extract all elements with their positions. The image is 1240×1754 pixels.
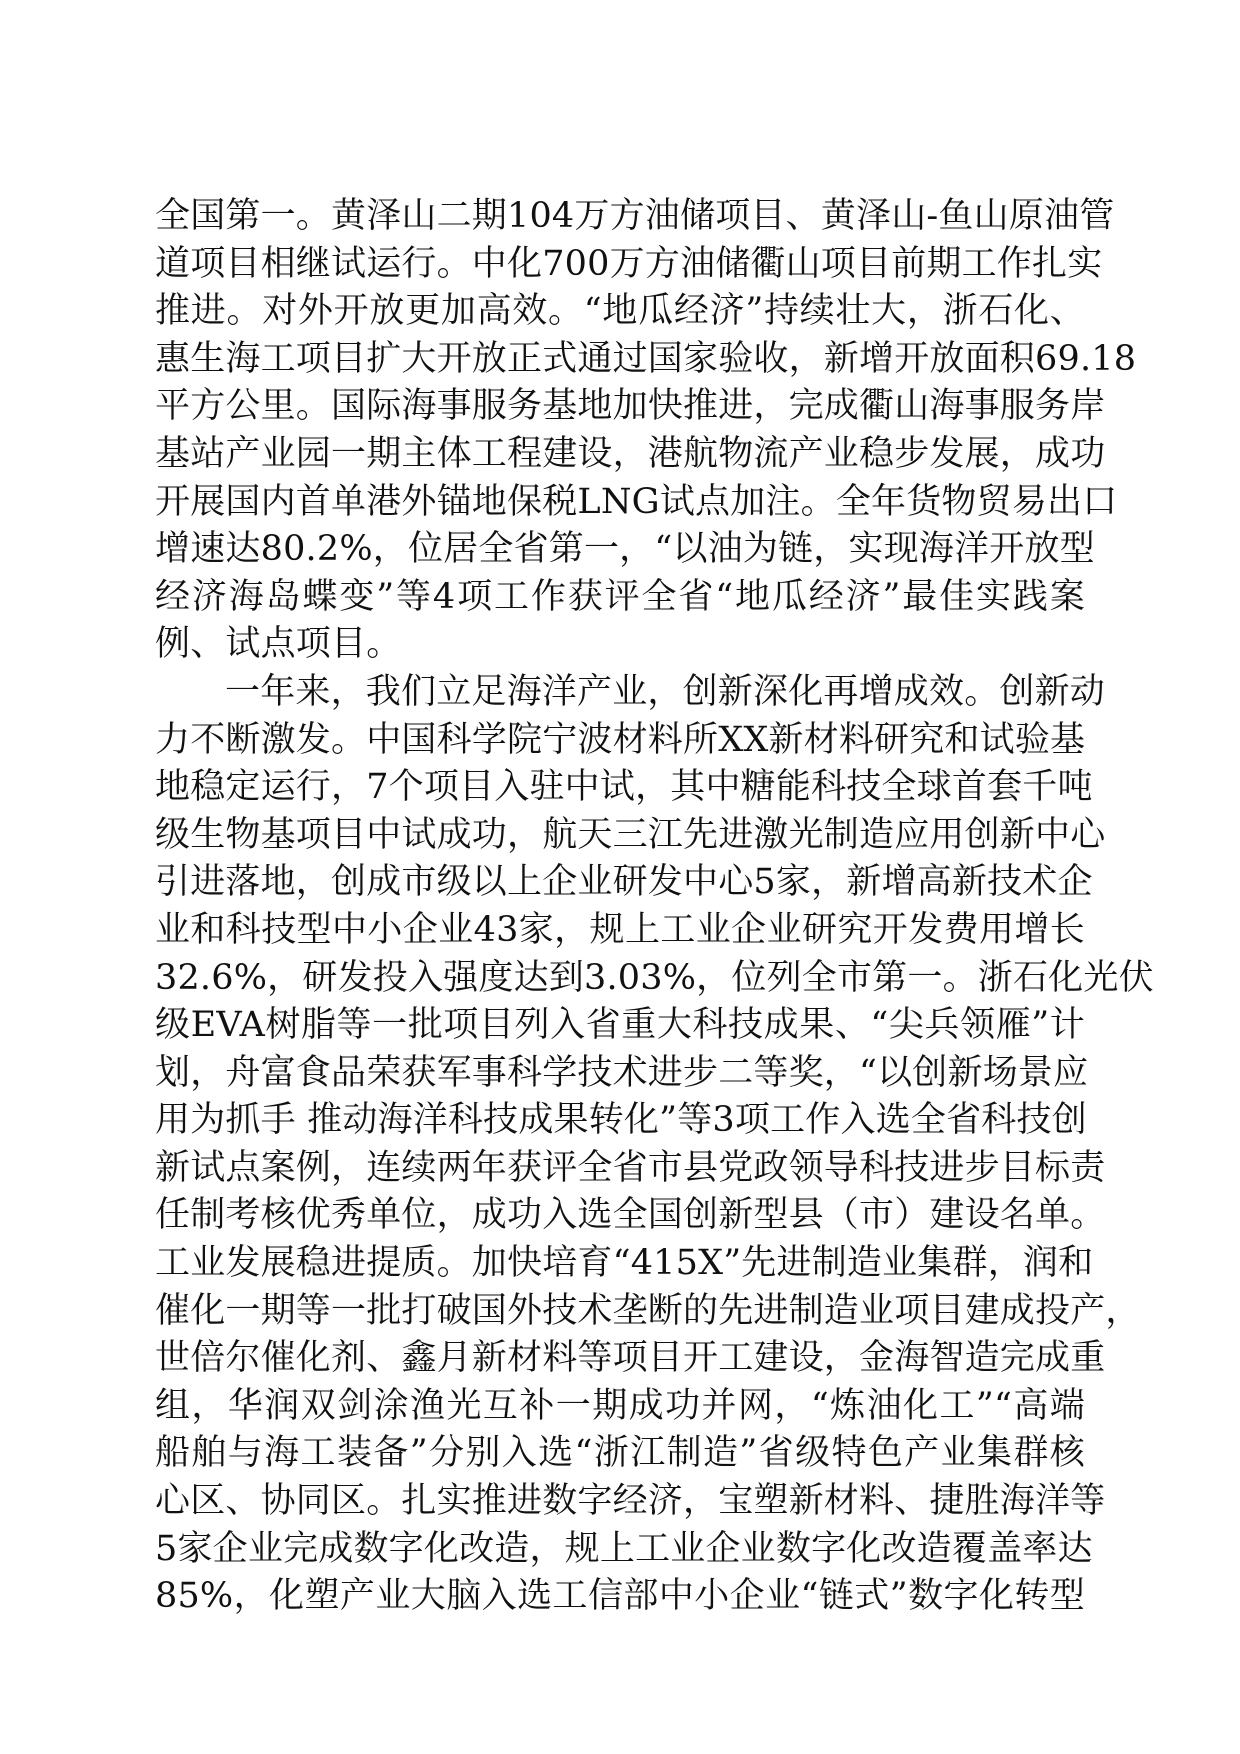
text-line: 85%，化塑产业大脑入选工信部中小企业“链式”数字化转型 [155,1576,1085,1617]
text-line: 用为抓手 推动海洋科技成果转化”等3项工作入选全省科技创 [155,1100,1087,1141]
paragraph-first-line: 一年来，我们立足海洋产业，创新深化再增成效。创新动 [225,671,1106,712]
text-line: 级生物基项目中试成功，航天三江先进激光制造应用创新中心 [155,814,1106,855]
text-line: 世倍尔催化剂、鑫月新材料等项目开工建设，金海智造完成重 [155,1338,1106,1379]
text-line: 平方公里。国际海事服务基地加快推进，完成衢山海事服务岸 [155,386,1106,427]
text-line: 增速达80.2%，位居全省第一，“以油为链，实现海洋开放型 [155,529,1095,570]
text-line: 力不断激发。中国科学院宁波材料所XX新材料研究和试验基 [155,719,1086,760]
text-line: 催化一期等一批打破国外技术垄断的先进制造业项目建成投产， [155,1290,1141,1331]
text-line: 开展国内首单港外锚地保税LNG试点加注。全年货物贸易出口 [155,481,1118,522]
text-line: 惠生海工项目扩大开放正式通过国家验收，新增开放面积69.18 [155,338,1137,379]
text-line: 基站产业园一期主体工程建设，港航物流产业稳步发展，成功 [155,433,1106,474]
text-line: 任制考核优秀单位，成功入选全国创新型县（市）建设名单。 [155,1195,1106,1236]
text-line: 地稳定运行，7个项目入驻中试，其中糖能科技全球首套千吨 [155,767,1093,808]
text-line: 例、试点项目。 [155,624,402,665]
text-line: 船舶与海工装备”分别入选“浙江制造”省级特色产业集群核 [155,1433,1085,1474]
text-line: 道项目相继试运行。中化700万方油储衢山项目前期工作扎实 [155,243,1103,284]
text-line: 组，华润双剑涂渔光互补一期成功并网，“炼油化工”“高端 [155,1385,1085,1426]
text-line: 划，舟富食品荣获军事科学技术进步二等奖，“以创新场景应 [155,1052,1089,1093]
text-line: 心区、协同区。扎实推进数字经济，宝塑新材料、捷胜海洋等 [155,1481,1106,1522]
text-line: 经济海岛蝶变”等4项工作获评全省“地瓜经济”最佳实践案 [155,576,1085,617]
text-line: 引进落地，创成市级以上企业研发中心5家，新增高新技术企 [155,862,1093,903]
text-line: 推进。对外开放更加高效。“地瓜经济”持续壮大，浙石化、 [155,291,1085,332]
text-line: 全国第一。黄泽山二期104万方油储项目、黄泽山-鱼山原油管 [155,196,1115,236]
body-text [155,193,1154,1621]
text-line: 5家企业完成数字化改造，规上工业企业数字化改造覆盖率达 [155,1528,1093,1569]
text-line: 级EVA树脂等一批项目列入省重大科技成果、“尖兵领雁”计 [155,1005,1085,1046]
text-line: 新试点案例，连续两年获评全省市县党政领导科技进步目标责 [155,1147,1106,1188]
text-line: 业和科技型中小企业43家，规上工业企业研究开发费用增长 [155,909,1085,950]
text-line: 工业发展稳进提质。加快培育“415X”先进制造业集群，润和 [155,1243,1094,1284]
text-line: 32.6%，研发投入强度达到3.03%，位列全市第一。浙石化光伏 [155,957,1154,998]
